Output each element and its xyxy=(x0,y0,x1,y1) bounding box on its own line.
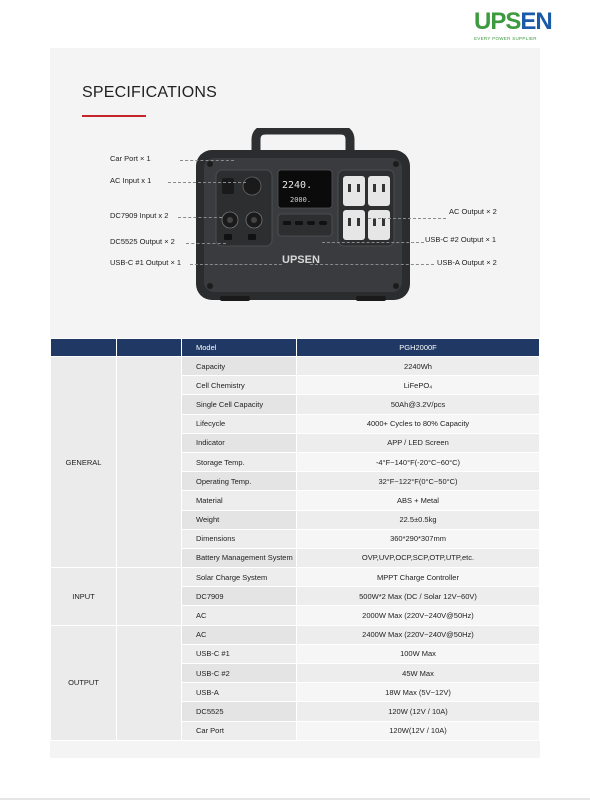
spec-value: 120W(12V / 10A) xyxy=(297,721,540,740)
spec-name: Operating Temp. xyxy=(182,472,297,491)
table-header-row xyxy=(51,339,540,357)
logo-wordmark xyxy=(474,10,564,34)
foot xyxy=(220,296,250,301)
spec-name: Storage Temp. xyxy=(182,452,297,471)
spec-value: 32°F~122°F(0°C~50°C) xyxy=(297,472,540,491)
group-spacer xyxy=(117,568,182,626)
front-logo: UPSEN xyxy=(282,254,320,266)
spec-value: LiFePO₄ xyxy=(297,376,540,395)
usb-a-port xyxy=(295,221,303,225)
group-spacer xyxy=(117,357,182,568)
spec-name: AC xyxy=(182,606,297,625)
screw xyxy=(207,161,213,167)
logo-tagline: EVERY POWER SUPPLIER xyxy=(474,36,537,41)
spec-name: Battery Management System xyxy=(182,548,297,567)
spec-value: ABS + Metal xyxy=(297,491,540,510)
callout-leader xyxy=(178,217,222,218)
header-model-value: PGH2000F xyxy=(297,339,540,357)
spec-name: Material xyxy=(182,491,297,510)
spec-value: 360*290*307mm xyxy=(297,529,540,548)
callout-usb-a-output: USB-A Output × 2 xyxy=(437,258,497,267)
logo-en: EN xyxy=(520,8,552,35)
callout-leader xyxy=(180,160,234,161)
callout-leader xyxy=(322,242,424,243)
spec-name: Single Cell Capacity xyxy=(182,395,297,414)
dc5525-socket xyxy=(224,234,232,240)
outlet-slot xyxy=(382,218,385,226)
spec-value: 2240Wh xyxy=(297,357,540,376)
spec-value: 2000W Max (220V~240V@50Hz) xyxy=(297,606,540,625)
usb-c-port xyxy=(307,221,315,225)
spec-name: USB-A xyxy=(182,683,297,702)
callout-ac-output: AC Output × 2 xyxy=(449,207,497,216)
group-label-output: OUTPUT xyxy=(51,625,117,740)
spec-value: OVP,UVP,OCP,SCP,OTP,UTP,etc. xyxy=(297,548,540,567)
header-blank xyxy=(51,339,117,357)
header-model-label: Model xyxy=(182,339,297,357)
outlet-slot xyxy=(357,218,360,226)
callout-leader xyxy=(186,243,226,244)
callout-leader xyxy=(168,182,246,183)
power-station-image xyxy=(190,128,416,302)
outlet-slot xyxy=(357,184,360,192)
spec-value: 50Ah@3.2V/pcs xyxy=(297,395,540,414)
callout-dc5525-output: DC5525 Output × 2 xyxy=(110,237,175,246)
callout-leader xyxy=(368,218,446,219)
outlet-slot xyxy=(348,218,351,226)
spec-value: MPPT Charge Controller xyxy=(297,568,540,587)
outlet-slot xyxy=(373,218,376,226)
screw xyxy=(393,283,399,289)
spec-value: 18W Max (5V~12V) xyxy=(297,683,540,702)
header-blank xyxy=(117,339,182,357)
dc5525-socket xyxy=(248,234,256,240)
callout-usb-c2-output: USB-C #2 Output × 1 xyxy=(425,235,497,244)
spec-name: Indicator xyxy=(182,433,297,452)
table-row xyxy=(51,625,540,644)
spec-value: 4000+ Cycles to 80% Capacity xyxy=(297,414,540,433)
dc7909-pin xyxy=(227,217,233,223)
spec-value: 45W Max xyxy=(297,664,540,683)
table-row xyxy=(51,357,540,376)
car-port-socket xyxy=(222,178,234,194)
callout-car-port: Car Port × 1 xyxy=(110,154,151,163)
table-row xyxy=(51,568,540,587)
page-title: SPECIFICATIONS xyxy=(82,84,217,101)
spec-name: Dimensions xyxy=(182,529,297,548)
spec-name: USB-C #1 xyxy=(182,644,297,663)
logo-up: UPS xyxy=(474,8,521,35)
spec-value: 2400W Max (220V~240V@50Hz) xyxy=(297,625,540,644)
usb-a-port xyxy=(283,221,291,225)
spec-name: Solar Charge System xyxy=(182,568,297,587)
callout-leader xyxy=(190,264,282,265)
spec-name: Lifecycle xyxy=(182,414,297,433)
group-label-input: INPUT xyxy=(51,568,117,626)
spec-name: DC7909 xyxy=(182,587,297,606)
callout-dc7909-input: DC7909 Input x 2 xyxy=(110,211,169,220)
spec-value: 100W Max xyxy=(297,644,540,663)
callout-usb-c1-output: USB-C #1 Output × 1 xyxy=(110,258,182,267)
title-underline xyxy=(82,115,146,117)
brand-logo xyxy=(474,10,564,44)
ac-outlet xyxy=(343,176,365,206)
spec-name: AC xyxy=(182,625,297,644)
outlet-slot xyxy=(382,184,385,192)
group-spacer xyxy=(117,625,182,740)
ac-outlet xyxy=(343,210,365,240)
spec-name: Cell Chemistry xyxy=(182,376,297,395)
screw xyxy=(393,161,399,167)
ac-outlet xyxy=(368,176,390,206)
spec-name: USB-C #2 xyxy=(182,664,297,683)
outlet-slot xyxy=(348,184,351,192)
spec-value: 22.5±0.5kg xyxy=(297,510,540,529)
spec-name: Weight xyxy=(182,510,297,529)
dc7909-pin xyxy=(251,217,257,223)
spec-value: -4°F~140°F(-20°C~60°C) xyxy=(297,452,540,471)
screen-readout-top: 2240. xyxy=(282,180,313,191)
ac-outlet xyxy=(368,210,390,240)
spec-name: Car Port xyxy=(182,721,297,740)
spec-name: Capacity xyxy=(182,357,297,376)
group-label-general: GENERAL xyxy=(51,357,117,568)
foot xyxy=(356,296,386,301)
usb-c-port xyxy=(319,221,327,225)
spec-value: 500W*2 Max (DC / Solar 12V~60V) xyxy=(297,587,540,606)
bottom-divider xyxy=(0,798,590,800)
screw xyxy=(207,283,213,289)
screen-readout-bottom: 2000. xyxy=(290,196,312,204)
ac-input-socket xyxy=(243,177,261,195)
spec-value: 120W (12V / 10A) xyxy=(297,702,540,721)
spec-value: APP / LED Screen xyxy=(297,433,540,452)
outlet-slot xyxy=(373,184,376,192)
callout-ac-input: AC Input x 1 xyxy=(110,176,152,185)
spec-table xyxy=(50,338,540,741)
callout-leader xyxy=(310,264,434,265)
spec-name: DC5525 xyxy=(182,702,297,721)
